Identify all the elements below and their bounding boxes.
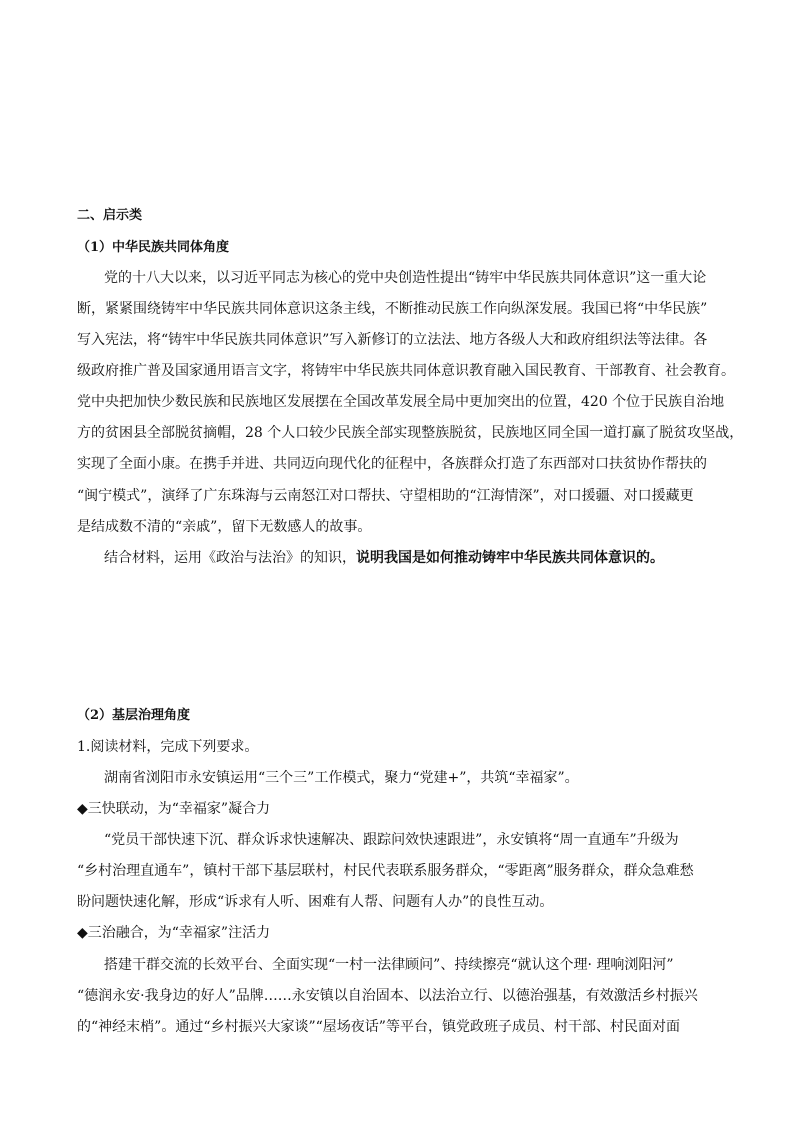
paragraph-line: “闽宁模式”，演绎了广东珠海与云南怒江对口帮扶、守望相助的“江海情深”，对口援疆、对口援藏更 <box>77 488 694 504</box>
paragraph-line: 断，紧紧围绕铸牢中华民族共同体意识这条主线，不断推动民族工作向纵深发展。我国已将“中华民族” <box>77 301 708 317</box>
part1-heading: （1）中华民族共同体角度 <box>77 240 230 255</box>
question-item: 1.阅读材料，完成下列要求。 <box>77 739 259 755</box>
paragraph-line: “党员干部快速下沉、群众诉求快速解决、跟踪问效快速跟进”，永安镇将“周一直通车”升级为 <box>104 832 679 848</box>
paragraph-line: 搭建干群交流的长效平台、全面实现“一村一法律顾问”、持续擦亮“就认这个理· 理响浏阳河” <box>104 957 674 973</box>
subsection-heading: ◆三治融合，为“幸福家”注活力 <box>77 925 271 941</box>
material-intro: 湖南省浏阳市永安镇运用“三个三”工作模式，聚力“党建+”，共筑“幸福家”。 <box>104 770 579 786</box>
paragraph-line: 写入宪法，将“铸牢中华民族共同体意识”写入新修订的立法法、地方各级人大和政府组织法等法律。各 <box>77 332 708 348</box>
part2-heading: （2）基层治理角度 <box>77 708 191 723</box>
paragraph-line: “德润永安·我身边的好人”品牌……永安镇以自治固本、以法治立行、以德治强基，有效激活乡村振兴 <box>77 988 698 1004</box>
subsection-heading: ◆三快联动，为“幸福家”凝合力 <box>77 801 271 817</box>
question-prefix: 结合材料，运用《政治与法治》的知识， <box>104 550 356 566</box>
paragraph-line: “乡村治理直通车”，镇村干部下基层联村，村民代表联系服务群众，“零距离”服务群众，群众急难愁 <box>77 863 694 879</box>
paragraph-line: 党的十八大以来，以习近平同志为核心的党中央创造性提出“铸牢中华民族共同体意识”这一重大论 <box>104 270 707 286</box>
question-bold: 说明我国是如何推动铸牢中华民族共同体意识的。 <box>356 550 664 566</box>
paragraph-line: 党中央把加快少数民族和民族地区发展摆在全国改革发展全局中更加突出的位置，420 个位于民族自治地 <box>77 394 725 410</box>
paragraph-line: 实现了全面小康。在携手并进、共同迈向现代化的征程中，各族群众打造了东西部对口扶贫协作帮扶的 <box>77 456 707 472</box>
section-heading: 二、启示类 <box>77 208 143 223</box>
paragraph-line: 级政府推广普及国家通用语言文字，将铸牢中华民族共同体意识教育融入国民教育、干部教育、社会教育。 <box>77 363 735 379</box>
paragraph-line: 方的贫困县全部脱贫摘帽，28 个人口较少民族全部实现整族脱贫，民族地区同全国一道打赢了脱贫攻坚战， <box>77 425 744 441</box>
question-line <box>104 548 664 568</box>
paragraph-line: 盼问题快速化解，形成“诉求有人听、困难有人帮、问题有人办”的良性互动。 <box>77 894 554 910</box>
paragraph-line: 的“神经末梢”。通过“乡村振兴大家谈”“屋场夜话”等平台，镇党政班子成员、村干部、村民面对面 <box>77 1019 680 1035</box>
paragraph-line: 是结成数不清的“亲戚”，留下无数感人的故事。 <box>77 519 372 535</box>
